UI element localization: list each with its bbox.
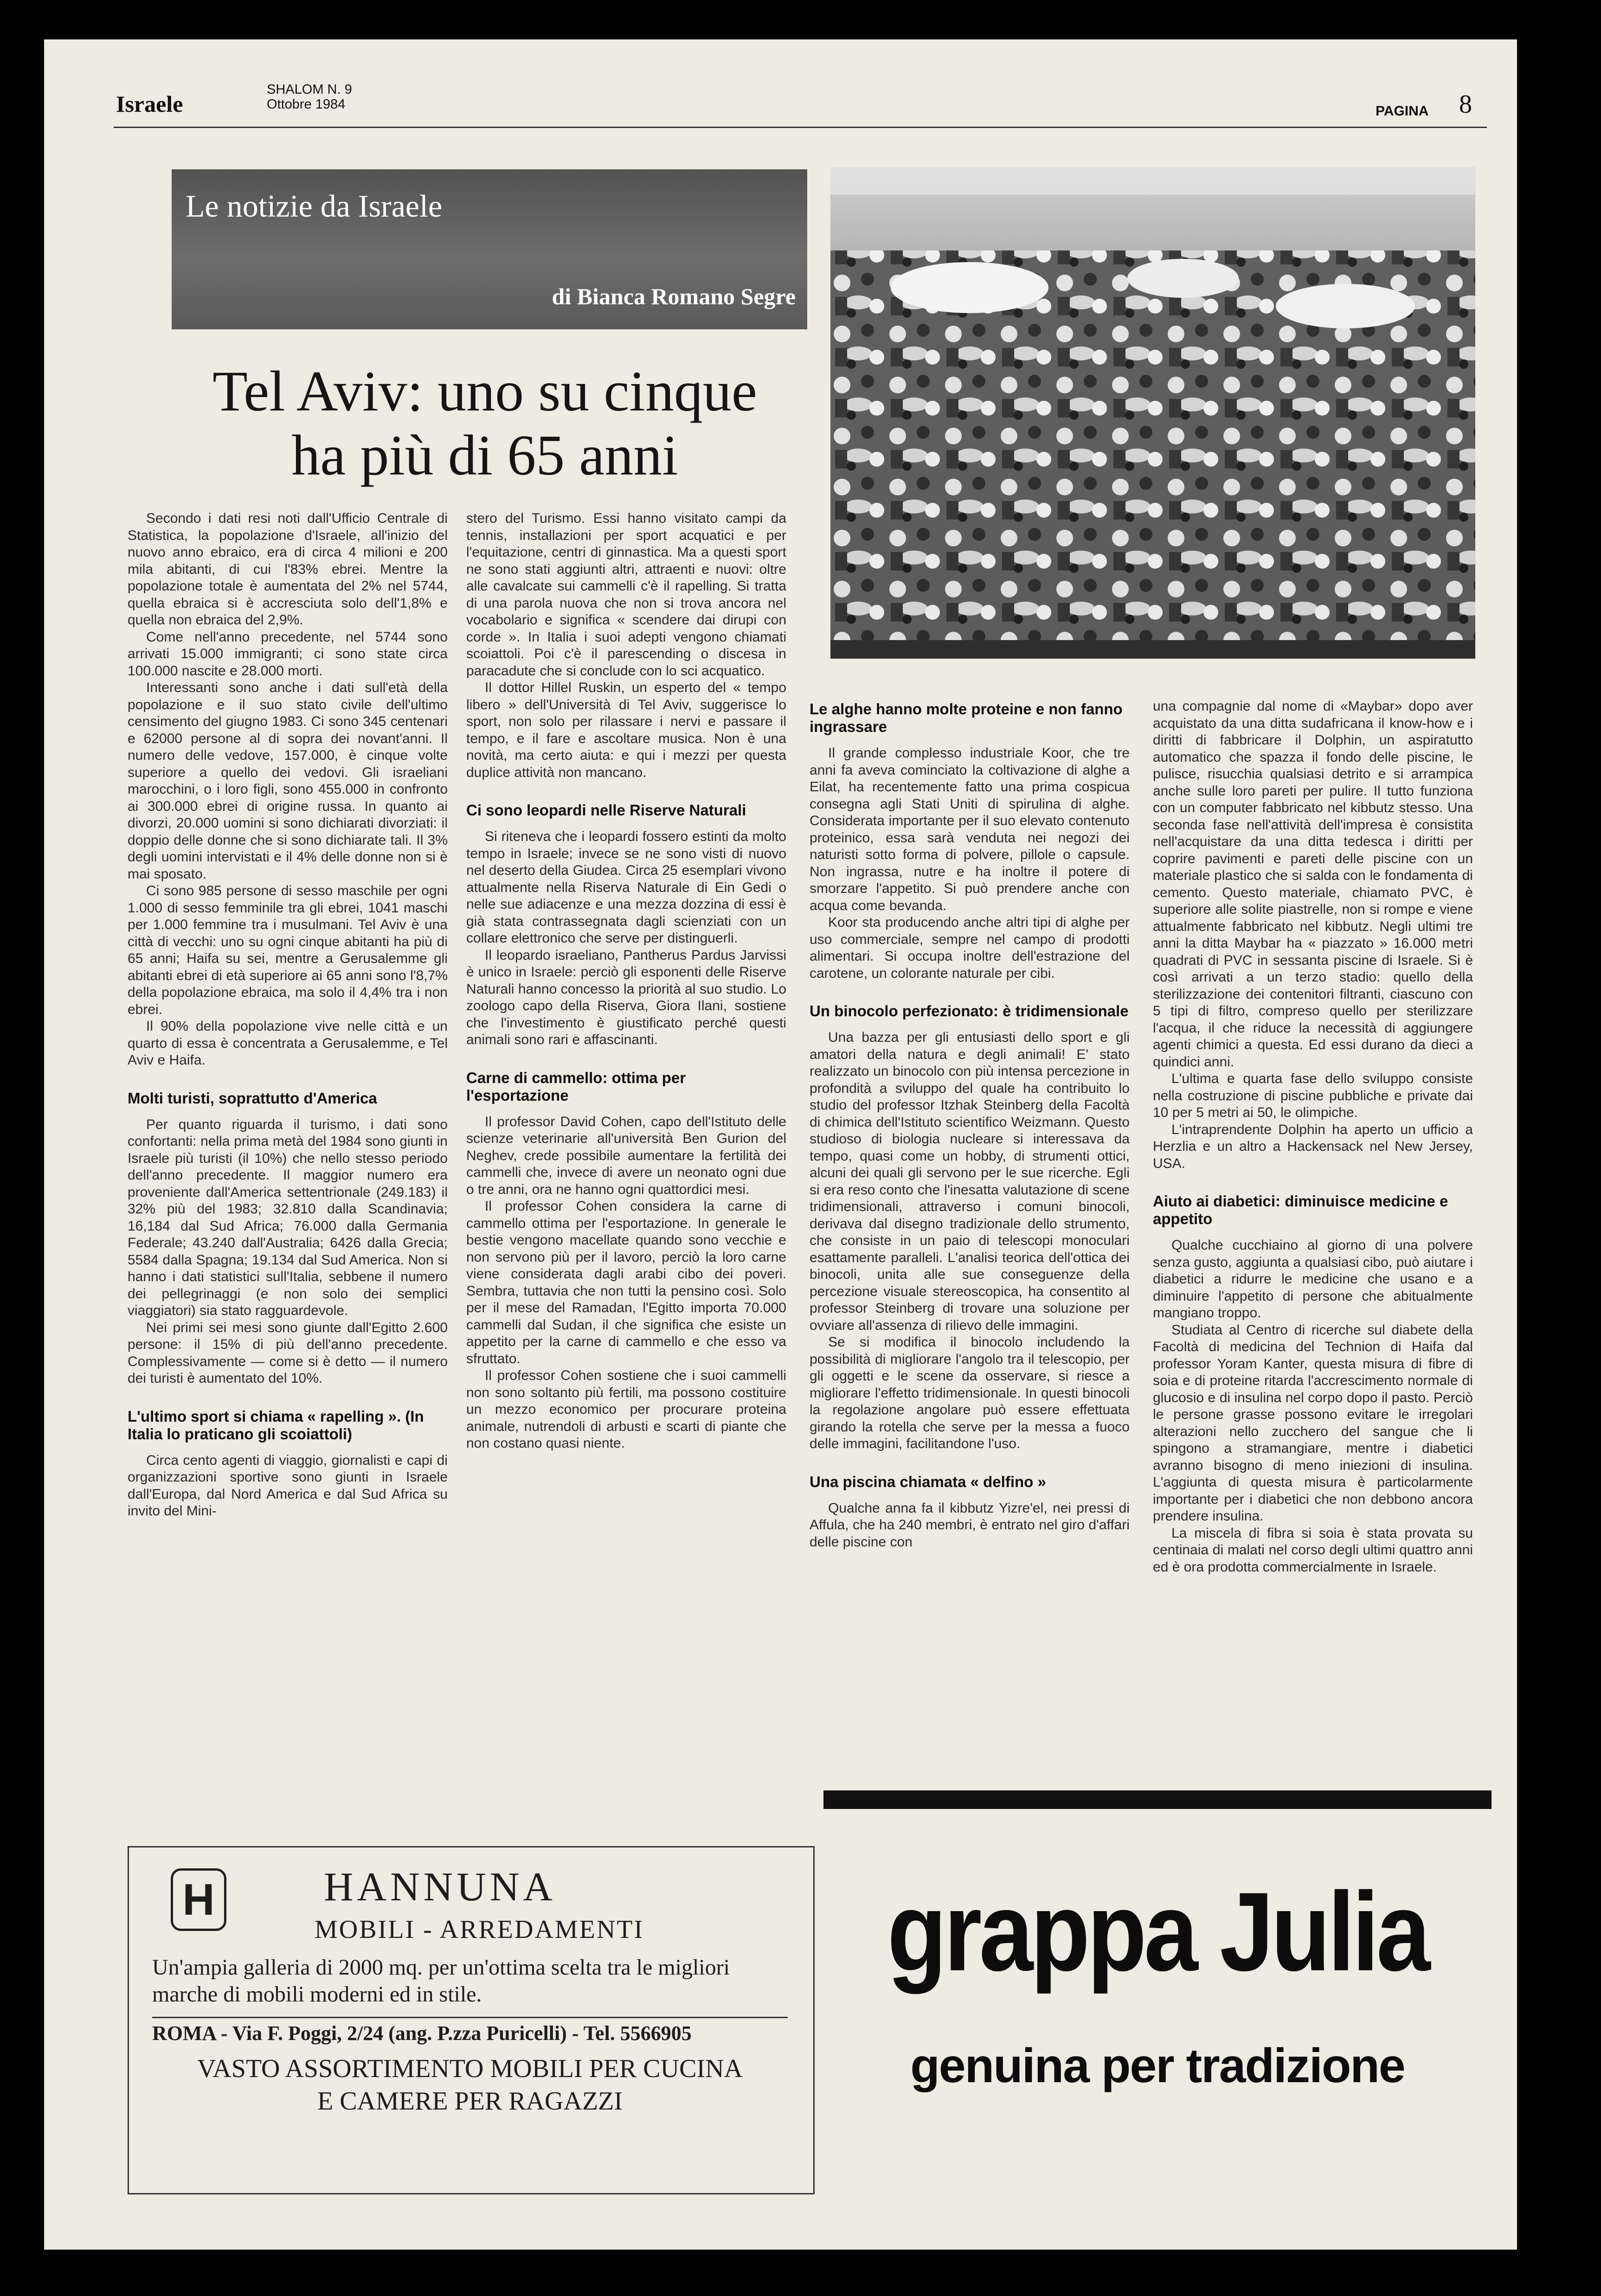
paragraph: Una bazza per gli entusiasti dello sport e gli amatori della natura e degli animali! E' stato realizzato un binocolo con più intensa percezione in profondità a sviluppo del quale ha contribuito lo studio del professor Itzhak Steinberg della Facoltà di chimica dell'Istituto scientifico Weizmann. Questo studioso di biologia nucleare si interessava da tempo, quasi come un hobby, di strumenti ottici, alcuni dei quali gli servono per le sue ricerche. Egli si era reso conto che l'inesatta valutazione di scene tridimensionali, attraverso i comuni binocoli, derivava dal disegno tradizionale dello strumento, che consiste in un paio di telescopi monoculari esattamente paralleli. L'analisi teorica dell'ottica dei binocoli, unita alle sue conseguenze della percezione visuale stereoscopica, ha consentito al professor Steinberg di trovare una soluzione per ovviare all'assenza di rilievo delle immagini. — [810, 1030, 1130, 1333]
hannuna-divider — [152, 2017, 788, 2018]
hannuna-subtitle: MOBILI - ARREDAMENTI — [315, 1915, 644, 1944]
section-label: Israele — [116, 91, 183, 117]
page-number: 8 — [1459, 90, 1472, 119]
paragraph: Qualche anna fa il kibbutz Yizre'el, nei pressi di Affula, che ha 240 membri, è entrato nel giro d'affari delle piscine con — [810, 1500, 1130, 1550]
hannuna-body: Un'ampia galleria di 2000 mq. per un'ottima scelta tra le migliori marche di mobili moderni ed in stile. — [152, 1955, 730, 2007]
subheading: Le alghe hanno molte proteine e non fanno ingrassare — [810, 700, 1123, 735]
article-column-1 — [128, 510, 448, 1520]
paragraph: L'intraprendente Dolphin ha aperto un ufficio a Herzlia e un altro a Hackensack nel New Jersey, USA. — [1153, 1122, 1473, 1171]
article-column-3 — [810, 700, 1130, 1551]
paragraph: Secondo i dati resi noti dall'Ufficio Centrale di Statistica, la popolazione d'Israele, all'inizio del nuovo anno ebraico, era di circa 4 milioni e 200 mila abitanti, di cui l'83% ebrei. Mentre la popolazione totale è aumentata del 2% nel 5744, quella ebraica si è accresciuta solo dell'1,8% e quella non ebraica del 2,9%. — [128, 511, 448, 628]
paragraph: Il grande complesso industriale Koor, che tre anni fa aveva cominciato la coltivazione di alghe a Eilat, ha recentemente fatto una prima cospicua consegna agli Stati Uniti di spirulina di alghe. Considerata importante per il suo elevato contenuto proteinico, essa sarà venduta nei negozi dei naturisti sotto forma di polvere, pillole o capsule. Non ingrassa, nutre e ha inoltre il potere di smorzare l'appetito. Si può prendere anche con acqua come bevanda. — [810, 745, 1130, 913]
paragraph: Il professor Cohen considera la carne di cammello ottima per l'esportazione. In generale le bestie vengono macellate quando sono vecchie e non servono più per il lavoro, perciò la loro carne viene considerata dagli arabi cibo dei poveri. Sembra, tuttavia che non tutti la pensino così. Solo per il mese del Ramadan, l'Egitto importa 70.000 cammelli dal Sudan, il che significa che esiste un appetito per la carne di cammello e che esso va sfruttato. — [466, 1199, 786, 1366]
paragraph: stero del Turismo. Essi hanno visitato campi da tennis, installazioni per sport acquatici e per l'equitazione, centri di ginnastica. Ma a questi sport ne sono stati aggiunti altri, attraenti e nuovi: oltre alle cavalcate sui cammelli c'è il rapelling. Si tratta di una parola nuova che non si trova ancora nel vocabolario e significa « scendere dai dirupi con corde ». In Italia i suoi adepti vengono chiamati scoiattoli. Poi c'è il parescending o discesa in paracadute che si conclude con lo sci acquatico. — [466, 511, 786, 679]
subheading: Carne di cammello: ottima per l'esportazione — [466, 1069, 686, 1104]
paragraph: Se si modifica il binocolo includendo la possibilità di migliorare l'angolo tra il telescopio, per gli oggetti e le scene da osservare, si riesce a migliorare l'effetto tridimensionale. In questi binocoli la regolazione angolare può essere effettuata girando la rotella che serve per la messa a fuoco delle immagini, facilitandone l'uso. — [810, 1334, 1130, 1451]
hannuna-logo-letter: H — [182, 1874, 215, 1924]
hannuna-name: HANNUNA — [324, 1865, 556, 1910]
grappa-tagline: genuina per tradizione — [910, 2039, 1405, 2093]
subheading: L'ultimo sport si chiama « rapelling ». (In Italia lo praticano gli scoiattoli) — [128, 1407, 424, 1443]
grappa-top-rule — [823, 1790, 1492, 1809]
paragraph: La miscela di fibra si soia è stata provata su centinaia di malati nel corso degli ultimi quattro anni ed è ora prodotta commercialmente in Israele. — [1153, 1525, 1473, 1575]
paragraph: Per quanto riguarda il turismo, i dati sono confortanti: nella prima metà del 1984 sono giunti in Israele più turisti (il 10%) che nello stesso periodo dell'anno precedente. Il maggior numero era proveniente dall'America settentrionale (249.183) il 32% più del 1983; 32.810 dalla Scandinavia; 16,184 dal Sud Africa; 76.000 dalla Germania Federale; 43.240 dall'Australia; 6426 dalla Grecia; 5584 dalla Spagna; 19.134 dal Sud America. Non si hanno i dati statistici sull'Italia, sebbene il numero dei pellegrinaggi (e non solo dei semplici viaggiatori) sia stato ragguardevole. — [128, 1116, 448, 1318]
paragraph: Il 90% della popolazione vive nelle città e un quarto di essa è concentrata a Gerusalemme, e Tel Aviv e Haifa. — [128, 1019, 448, 1068]
paragraph: Il professor David Cohen, capo dell'Istituto delle scienze veterinarie all'università Ben Gurion del Neghev, crede possibile aumentare la fertilità dei cammelli che, invece di avere un neonato ogni due o tre anni, ora ne hanno ogni quattordici mesi. — [466, 1114, 786, 1197]
header-rule — [114, 127, 1487, 128]
page-label: PAGINA — [1376, 103, 1429, 119]
paragraph: Qualche cucchiaino al giorno di una polvere senza gusto, aggiunta a qualsiasi cibo, può aiutare i diabetici a ridurre le medicine che usano e a diminuire l'appetito di persone che abitualmente mangiano troppo. — [1153, 1238, 1473, 1321]
crowd-photo-image — [830, 167, 1475, 659]
paragraph: Il professor Cohen sostiene che i suoi cammelli non sono soltanto più fertili, ma possono costituire un mezzo economico per procurare proteina animale, nutrendoli di arbusti e scarti di piante che non costano quasi niente. — [466, 1368, 786, 1451]
paragraph: L'ultima e quarta fase dello sviluppo consiste nella costruzione di piscine pubbliche e private dai 10 per 5 metri ai 50, le olimpiche. — [1153, 1071, 1473, 1120]
grappa-brand: grappa Julia — [887, 1869, 1428, 1995]
hannuna-line-1: VASTO ASSORTIMENTO MOBILI PER CUCINA — [197, 2054, 743, 2083]
paragraph: una compagnie dal nome di «Maybar» dopo aver acquistato da una ditta sudafricana il know-how e i diritti di fabbricare il Dolphin, un aspiratutto automatico che spazza il fondo delle piscine, le pulisce, risucchia qualsiasi detrito e si arrampica anche sulle loro pareti per pulire. Il tutto funziona con un computer fabbricato nel kibbutz stesso. Una seconda fase nell'attività dell'impresa è consistita nell'acquistare da una ditta tedesca i diritti per coprire pavimenti e pareti delle piscine con un materiale plastico che si salda con le fondamenta di cemento. Questo materiale, chiamato PVC, è superiore alle solite piastrelle, non si rompe e viene attualmente fabbricato nel kibbutz. Negli ultimi tre anni la ditta Maybar ha « piazzato » 16.000 metri quadrati di PVC in sessanta piscine di Israele. Si è così arrivati a un terzo stadio: quello della sterilizzazione dei contenitori filtranti, ciascuno con 5 tipi di filtro, compreso quello per sterilizzare l'acqua, il che riduce la necessità di aggiungere agenti chimici a questa. Ed essi durano da dieci a quindici anni. — [1153, 699, 1473, 1070]
column-title: Le notizie da Israele — [186, 188, 443, 224]
paragraph: Il dottor Hillel Ruskin, un esperto del « tempo libero » dell'Università di Tel Aviv, suggerisce lo sport, non solo per rilassare i nervi e passare il tempo, e il fare e ascoltare musica. Non è una novità, ma certo aiuta: e qui i mezzi per questa duplice attività non mancano. — [466, 680, 786, 780]
hannuna-line-2: E CAMERE PER RAGAZZI — [317, 2087, 623, 2116]
publication-date: Ottobre 1984 — [267, 97, 346, 112]
column-banner — [172, 169, 807, 329]
column-byline: di Bianca Romano Segre — [552, 283, 796, 309]
paragraph: Il leopardo israeliano, Pantherus Pardus Jarvissi è unico in Israele: perciò gli esponenti delle Riserve Naturali hanno concesso la priorità al suo studio. Lo zoologo capo della Riserva, Giora Ilani, sostiene che l'investimento è giustificato perché questi animali sono rari e affascinanti. — [466, 947, 786, 1047]
subheading: Ci sono leopardi nelle Riserve Naturali — [466, 802, 746, 819]
paragraph: Studiata al Centro di ricerche sul diabete della Facoltà di medicina del Technion di Haifa dal professor Yoram Kanter, questa misura di fibre di soia e di proteine ritarda l'accrescimento normale di glucosio e di insulina nel corpo dopo il pasto. Perciò le persone grasse possono evitare le irregolari alterazioni nello zucchero del sangue che li spingono a stramangiare, mentre i diabetici avranno bisogno di meno iniezioni di insulina. L'aggiunta di questa misura è particolarmente importante per i diabetici che non debbono ancora prendere insulina. — [1153, 1322, 1473, 1524]
article-column-4 — [1153, 698, 1473, 1576]
subheading: Molti turisti, soprattutto d'America — [128, 1089, 377, 1107]
publication-issue: SHALOM N. 9 — [267, 82, 352, 97]
hannuna-advertisement — [128, 1846, 815, 2194]
paragraph: Interessanti sono anche i dati sull'età della popolazione e il suo stato civile dell'ultimo censimento del giugno 1983. Ci sono 345 centenari e 62000 persone al di sopra dei novant'anni. Il numero delle vedove, 157.000, è cinque volte superiore a quello dei vedovi. Gli israeliani marocchini, o i loro figli, sono 455.000 in confronto ai 300.000 ebrei di origine russa. In quanto ai divorzi, 20.000 uomini si sono dichiarati divorziati: il doppio delle donne che si sono dichiarate tali. Il 3% degli uomini intervistati e il 4% delle donne non si è mai sposato. — [128, 680, 448, 882]
subheading: Aiuto ai diabetici: diminuisce medicine e appetito — [1153, 1193, 1448, 1227]
hannuna-address: ROMA - Via F. Poggi, 2/24 (ang. P.zza Puricelli) - Tel. 5566905 — [152, 2022, 692, 2045]
paragraph: Come nell'anno precedente, nel 5744 sono arrivati 15.000 immigranti; ci sono state circa 100.000 nascite e 28.000 morti. — [128, 629, 448, 679]
headline-line-1: Tel Aviv: uno su cinque — [212, 359, 757, 423]
article-column-2 — [466, 510, 786, 1452]
paragraph: Circa cento agenti di viaggio, giornalisti e capi di organizzazioni sportive sono giunti in Israele dall'Europa, dal Nord America e dal Sud Africa su invito del Mini- — [128, 1452, 448, 1519]
paragraph: Koor sta producendo anche altri tipi di alghe per uso commerciale, sempre nel campo di prodotti alimentari. Si occupa inoltre dell'estrazione del carotene, un colorante naturale per cibi. — [810, 915, 1130, 981]
headline-line-2: ha più di 65 anni — [291, 423, 678, 487]
crowd-photo — [830, 167, 1475, 659]
subheading: Una piscina chiamata « delfino » — [810, 1473, 1046, 1490]
subheading: Un binocolo perfezionato: è tridimensionale — [810, 1002, 1129, 1020]
hannuna-logo-icon — [171, 1868, 226, 1931]
paragraph: Nei primi sei mesi sono giunte dall'Egitto 2.600 persone: il 15% di più dell'anno precedente. Complessivamente — come si è detto — il numero dei turisti è aumentato del 10%. — [128, 1320, 448, 1386]
newspaper-page — [44, 39, 1517, 2250]
main-headline — [114, 359, 856, 487]
grappa-advertisement — [823, 1790, 1496, 2189]
paragraph: Si riteneva che i leopardi fossero estinti da molto tempo in Israele; invece se ne sono visti di nuovo nel deserto della Giudea. Circa 25 esemplari vivono attualmente nella Riserva Naturale di Ein Gedi o nelle sue adiacenze e una mezza dozzina di essi è già stata contrassegnata dagli scienziati con un collare elettronico che serve per distinguerli. — [466, 829, 786, 946]
paragraph: Ci sono 985 persone di sesso maschile per ogni 1.000 di sesso femminile tra gli ebrei, 1041 maschi per 1.000 femmine tra i musulmani. Tel Aviv è una città di vecchi: uno su ogni cinque abitanti ha più di 65 anni; Haifa su sei, mentre a Gerusalemme gli abitanti ebrei di età superiore ai 65 anni sono l'8,7% della popolazione ebraica, ma solo il 4,4% tra i non ebrei. — [128, 883, 448, 1017]
